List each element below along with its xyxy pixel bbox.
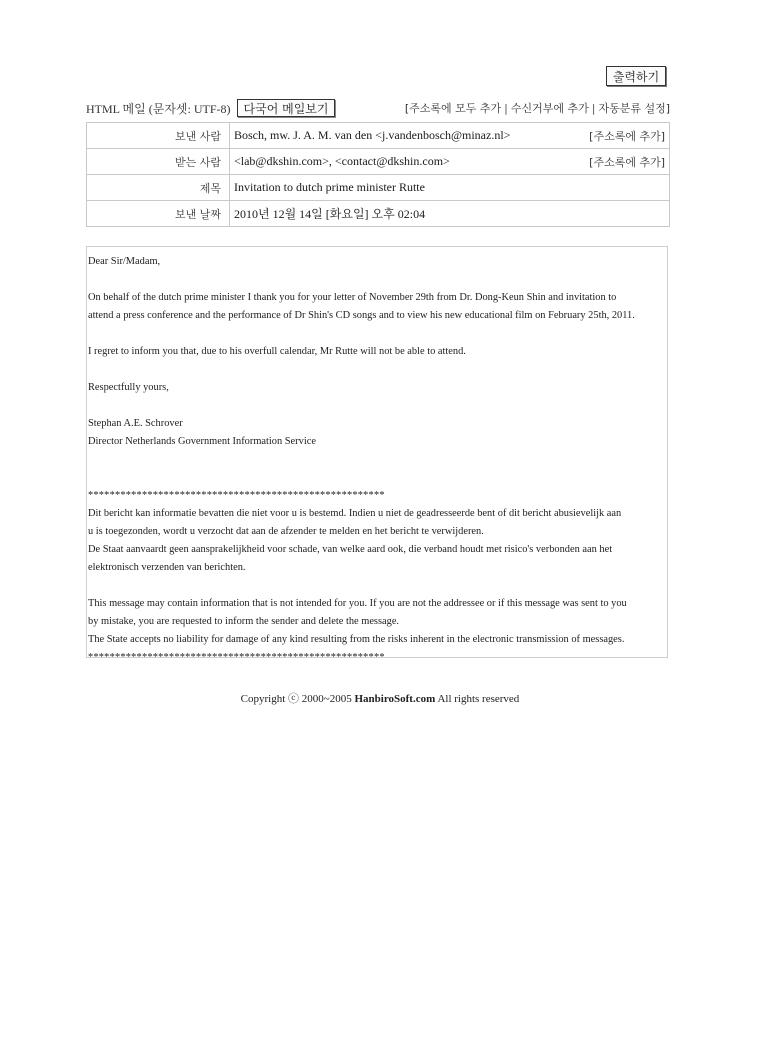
from-label: 보낸 사람	[87, 123, 230, 149]
disclaimer-nl-line-1: Dit bericht kan informatie bevatten die niet voor u is bestemd. Indien u niet de geadresseerde bent of dit bericht abusievelijk aan	[88, 508, 622, 519]
rights-text: All rights reserved	[437, 693, 520, 705]
from-row	[87, 123, 670, 149]
disclaimer-nl-line-3: De Staat aanvaardt geen aansprakelijkheid voor schade, van welke aard ook, die verband houdt met risico's verbonden aan het	[88, 544, 613, 555]
disclaimer-nl-line-4: elektronisch verzenden van berichten.	[88, 562, 246, 573]
to-value: <lab@dkshin.com>, <contact@dkshin.com>	[234, 153, 450, 168]
signature-name: Stephan A.E. Schrover	[88, 418, 183, 429]
disclaimer-divider-bottom: *******************************************************	[88, 652, 385, 663]
mail-toolbar	[86, 98, 670, 118]
body-paragraph-2: I regret to inform you that, due to his overfull calendar, Mr Rutte will not be able to attend.	[88, 346, 466, 357]
toolbar-links: [주소록에 모두 추가 | 수신거부에 추가 | 자동분류 설정]	[404, 102, 670, 115]
body-paragraph-1-line-2: attend a press conference and the performance of Dr Shin's CD songs and to view his new educational film on February 25th, 2011.	[88, 310, 635, 321]
subject-value: Invitation to dutch prime minister Rutte	[230, 175, 670, 201]
disclaimer-en-line-3: The State accepts no liability for damage of any kind resulting from the risks inherent in the electronic transmission of messages.	[88, 634, 625, 645]
multilanguage-view-button[interactable]: 다국어 메일보기	[237, 99, 336, 117]
date-label: 보낸 날짜	[87, 201, 230, 227]
signature-title: Director Netherlands Government Information Service	[88, 436, 316, 447]
date-value: 2010년 12월 14일 [화요일] 오후 02:04	[230, 201, 670, 227]
copyright-footer	[0, 690, 760, 706]
closing: Respectfully yours,	[88, 382, 169, 393]
to-cell	[230, 149, 670, 175]
subject-label: 제목	[87, 175, 230, 201]
disclaimer-en-line-1: This message may contain information that is not intended for you. If you are not the addressee or if this message was sent to you	[88, 598, 627, 609]
mail-body	[86, 246, 668, 663]
from-value: Bosch, mw. J. A. M. van den <j.vandenbosch@minaz.nl>	[234, 127, 511, 142]
body-paragraph-1-line-1: On behalf of the dutch prime minister I thank you for your letter of November 29th from Dr. Dong-Keun Shin and invitation to	[88, 292, 617, 303]
disclaimer-nl-line-2: u is toegezonden, wordt u verzocht dat aan de afzender te melden en het bericht te verwijderen.	[88, 526, 484, 537]
subject-row	[87, 175, 670, 201]
to-row	[87, 149, 670, 175]
add-sender-to-addressbook-link[interactable]: [주소록에 추가]	[589, 129, 665, 143]
copyright-text: Copyright ⓒ 2000~2005	[240, 693, 352, 705]
charset-label: HTML 메일 (문자셋: UTF-8)	[86, 101, 231, 116]
brand-name: HanbiroSoft.com	[354, 693, 436, 705]
block-sender-link[interactable]: 수신거부에 추가	[510, 102, 589, 115]
add-all-to-addressbook-link[interactable]: [주소록에 모두 추가	[404, 102, 502, 115]
disclaimer-en-line-2: by mistake, you are requested to inform the sender and delete the message.	[88, 616, 400, 627]
greeting: Dear Sir/Madam,	[88, 256, 161, 267]
from-cell	[230, 123, 670, 149]
date-row	[87, 201, 670, 227]
auto-filter-settings-link[interactable]: 자동분류 설정]	[598, 102, 670, 115]
print-button[interactable]: 출력하기	[606, 66, 666, 86]
disclaimer-divider-top: *******************************************************	[88, 490, 385, 501]
add-recipients-to-addressbook-link[interactable]: [주소록에 추가]	[589, 155, 665, 169]
mail-header-table	[86, 122, 670, 227]
to-label: 받는 사람	[87, 149, 230, 175]
